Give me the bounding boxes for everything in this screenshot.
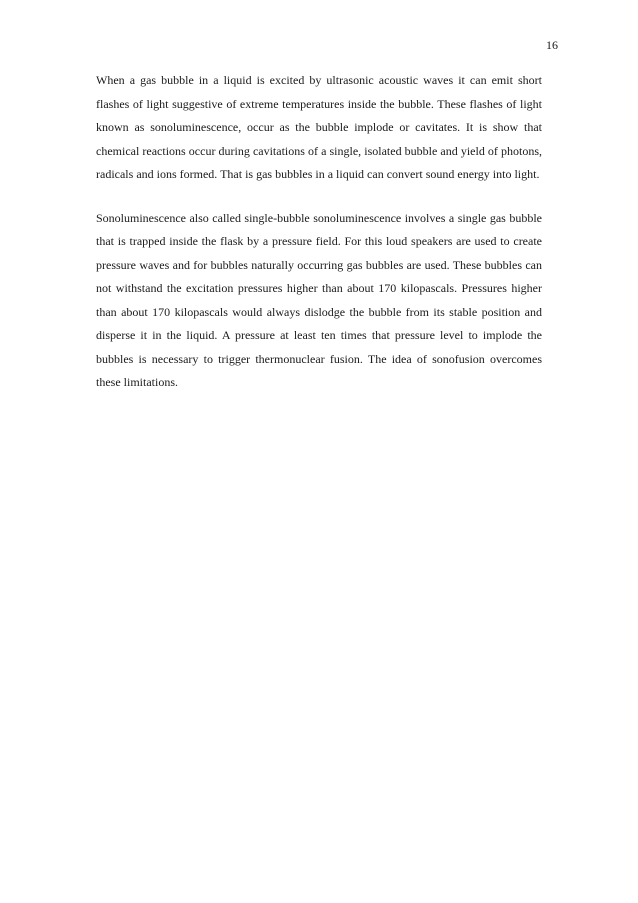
document-body xyxy=(96,69,542,395)
paragraph-single-bubble-sonoluminescence: Sonoluminescence also called single-bubble sonoluminescence involves a single gas bubble that is trapped inside the flask by a pressure field. For this loud speakers are used to create pressure waves and for bubbles naturally occurring gas bubbles are used. These bubbles can not withstand the excitation pressures higher than about 170 kilopascals. Pressures higher than about 170 kilopascals would always dislodge the bubble from its stable position and disperse it in the liquid. A pressure at least ten times that pressure level to implode the bubbles is necessary to trigger thermonuclear fusion. The idea of sonofusion overcomes these limitations. xyxy=(96,210,542,389)
page-number: 16 xyxy=(546,38,558,52)
paragraph-sonoluminescence-intro: When a gas bubble in a liquid is excited by ultrasonic acoustic waves it can emit short flashes of light suggestive of extreme temperatures inside the bubble. These flashes of light known as sonoluminescence, occur as the bubble implode or cavitates. It is show that chemical reactions occur during cavitations of a single, isolated bubble and yield of photons, radicals and ions formed. That is gas bubbles in a liquid can convert sound energy into light. xyxy=(96,73,542,181)
